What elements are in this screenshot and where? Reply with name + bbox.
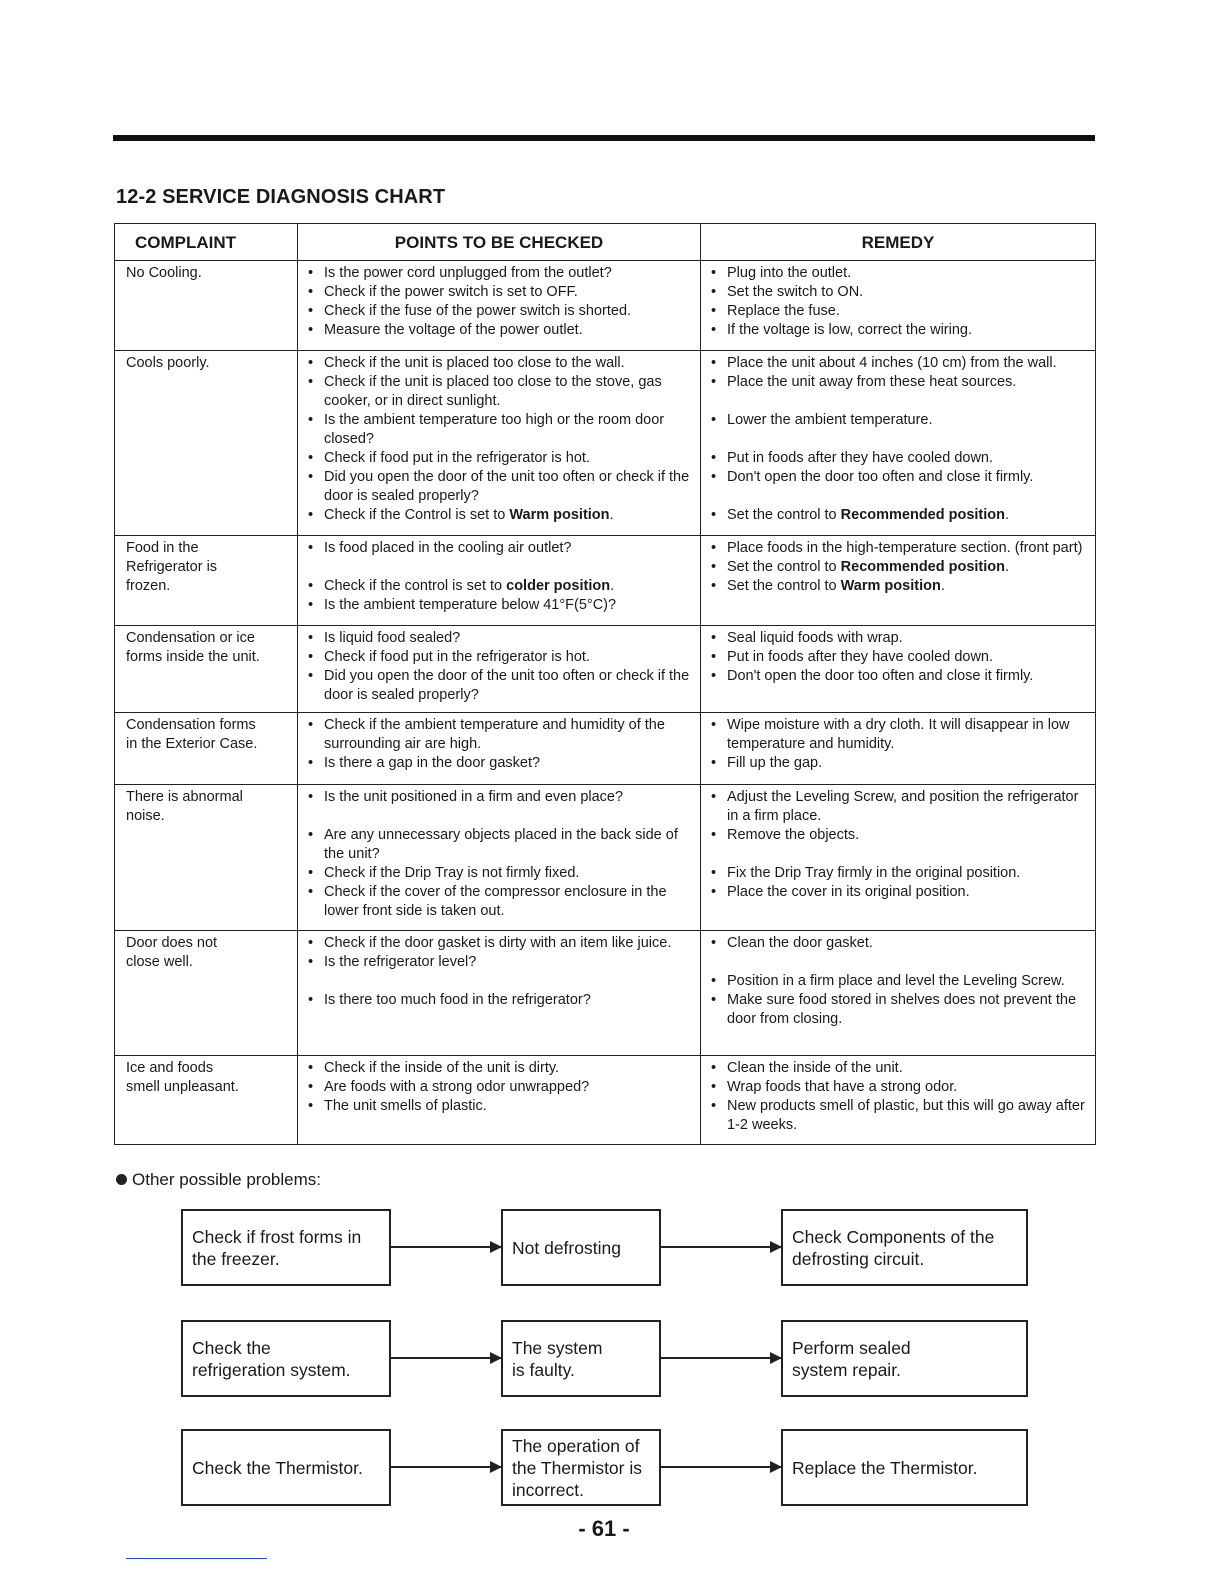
list-item-text: Set the control to (727, 507, 841, 523)
list-item: • Measure the voltage of the power outlet. (306, 321, 692, 340)
arrow-icon (661, 1357, 781, 1359)
list-item: • Are foods with a strong odor unwrapped? (306, 1078, 692, 1097)
list-item: • Remove the objects. (709, 826, 1087, 845)
complaint-cell: No Cooling. (115, 261, 298, 351)
list-item-text: Set the control to (727, 559, 841, 575)
list-item: • Check if the inside of the unit is dirty. (306, 1059, 692, 1078)
flow-box-action: Perform sealed system repair. (781, 1320, 1028, 1397)
highlight-text: Warm position (509, 507, 610, 523)
list-item: • Clean the door gasket. (709, 934, 1087, 953)
list-item: • Is liquid food sealed? (306, 629, 692, 648)
list-item-text: Check if the Control is set to (324, 507, 510, 523)
section-title: 12-2 SERVICE DIAGNOSIS CHART (116, 186, 446, 208)
list-item: • Check if food put in the refrigerator is hot. (306, 449, 692, 468)
list-item: • Is there too much food in the refrigerator? (306, 991, 692, 1010)
list-item: • Place the unit about 4 inches (10 cm) from the wall. (709, 354, 1087, 373)
remedy-cell (701, 626, 1096, 713)
list-item: • Place the unit away from these heat sources. (709, 373, 1087, 392)
list-item: • Fix the Drip Tray firmly in the original position. (709, 864, 1087, 883)
remedy-cell (701, 536, 1096, 626)
list-item: • Wipe moisture with a dry cloth. It will disappear in low temperature and humidity. (709, 716, 1087, 754)
points-cell (298, 536, 701, 626)
flow-box-action: Replace the Thermistor. (781, 1429, 1028, 1506)
top-rule (113, 135, 1095, 141)
arrow-icon (391, 1357, 501, 1359)
remedy-cell (701, 351, 1096, 536)
complaint-cell: Ice and foods smell unpleasant. (115, 1056, 298, 1145)
list-item: • Check if the fuse of the power switch is shorted. (306, 302, 692, 321)
flow-box-symptom: The operation of the Thermistor is incorrect. (501, 1429, 661, 1506)
points-cell (298, 713, 701, 785)
points-cell (298, 351, 701, 536)
other-problems-label: Other possible problems: (132, 1170, 321, 1189)
header-complaint: COMPLAINT (115, 224, 298, 261)
arrow-icon (391, 1246, 501, 1248)
complaint-cell: Door does not close well. (115, 931, 298, 1056)
list-item: • Make sure food stored in shelves does not prevent the door from closing. (709, 991, 1087, 1029)
footer-link-underline (126, 1558, 267, 1559)
table-row (115, 785, 1096, 931)
list-item: • Put in foods after they have cooled down. (709, 449, 1087, 468)
list-item: • Check if the ambient temperature and humidity of the surrounding air are high. (306, 716, 692, 754)
list-item: • Put in foods after they have cooled down. (709, 648, 1087, 667)
list-item: • Check if the unit is placed too close to the stove, gas cooker, or in direct sunlight. (306, 373, 692, 411)
remedy-cell (701, 785, 1096, 931)
remedy-cell (701, 713, 1096, 785)
list-item: • Check if the Drip Tray is not firmly fixed. (306, 864, 692, 883)
list-item: • Place foods in the high-temperature section. (front part) (709, 539, 1087, 558)
list-item: • Set the switch to ON. (709, 283, 1087, 302)
list-item: • Set the control to Warm position. (709, 577, 1087, 596)
list-item: • Did you open the door of the unit too often or check if the door is sealed properly? (306, 468, 692, 506)
list-item: • New products smell of plastic, but this will go away after 1-2 weeks. (709, 1097, 1087, 1135)
remedy-cell (701, 1056, 1096, 1145)
points-cell (298, 626, 701, 713)
list-item: • Check if the cover of the compressor enclosure in the lower front side is taken out. (306, 883, 692, 921)
flow-box-check: Check if frost forms in the freezer. (181, 1209, 391, 1286)
list-item: • Did you open the door of the unit too often or check if the door is sealed properly? (306, 667, 692, 705)
list-item: • Is there a gap in the door gasket? (306, 754, 692, 773)
list-item: • Replace the fuse. (709, 302, 1087, 321)
list-item: • Is the ambient temperature too high or the room door closed? (306, 411, 692, 449)
points-cell (298, 785, 701, 931)
list-item: • Is the unit positioned in a firm and even place? (306, 788, 692, 807)
points-cell (298, 931, 701, 1056)
flow-box-check: Check the Thermistor. (181, 1429, 391, 1506)
list-item: • Fill up the gap. (709, 754, 1087, 773)
complaint-cell: Condensation or ice forms inside the unit. (115, 626, 298, 713)
list-item: • Don't open the door too often and close it firmly. (709, 468, 1087, 487)
list-item: • Set the control to Recommended position. (709, 558, 1087, 577)
table-row (115, 351, 1096, 536)
table-row (115, 931, 1096, 1056)
table-row (115, 713, 1096, 785)
list-item: • Set the control to Recommended position. (709, 506, 1087, 525)
list-item: • Plug into the outlet. (709, 264, 1087, 283)
other-problems-heading (116, 1170, 321, 1190)
list-item: • Check if the unit is placed too close to the wall. (306, 354, 692, 373)
table-row (115, 536, 1096, 626)
list-item: • The unit smells of plastic. (306, 1097, 692, 1116)
complaint-cell: Cools poorly. (115, 351, 298, 536)
service-diagnosis-table (114, 223, 1096, 1145)
list-item: • Is the power cord unplugged from the outlet? (306, 264, 692, 283)
table-row (115, 261, 1096, 351)
list-item: • Clean the inside of the unit. (709, 1059, 1087, 1078)
flow-box-action: Check Components of the defrosting circuit. (781, 1209, 1028, 1286)
list-item: • Is food placed in the cooling air outlet? (306, 539, 692, 558)
list-item: • Check if the Control is set to Warm position. (306, 506, 692, 525)
flow-box-symptom: Not defrosting (501, 1209, 661, 1286)
highlight-text: Recommended position (840, 559, 1006, 575)
highlight-text: Warm position (840, 578, 941, 594)
list-item: • Wrap foods that have a strong odor. (709, 1078, 1087, 1097)
list-item-text: Check if the control is set to (324, 578, 507, 594)
page-number: - 61 - (578, 1516, 630, 1541)
list-item: • Is the ambient temperature below 41°F(5°C)? (306, 596, 692, 615)
list-item: • Are any unnecessary objects placed in the back side of the unit? (306, 826, 692, 864)
points-cell (298, 1056, 701, 1145)
points-cell (298, 261, 701, 351)
header-points: POINTS TO BE CHECKED (298, 224, 701, 261)
table-row (115, 1056, 1096, 1145)
flow-box-check: Check the refrigeration system. (181, 1320, 391, 1397)
list-item: • If the voltage is low, correct the wiring. (709, 321, 1087, 340)
highlight-text: colder position (506, 578, 611, 594)
list-item: • Don't open the door too often and close it firmly. (709, 667, 1087, 686)
list-item: • Is the refrigerator level? (306, 953, 692, 972)
table-header-row (115, 224, 1096, 261)
complaint-cell: Condensation forms in the Exterior Case. (115, 713, 298, 785)
remedy-cell (701, 931, 1096, 1056)
list-item: • Position in a firm place and level the Leveling Screw. (709, 972, 1087, 991)
list-item: • Seal liquid foods with wrap. (709, 629, 1087, 648)
list-item: • Place the cover in its original position. (709, 883, 1087, 902)
highlight-text: Recommended position (840, 507, 1006, 523)
complaint-cell: There is abnormal noise. (115, 785, 298, 931)
complaint-cell: Food in the Refrigerator is frozen. (115, 536, 298, 626)
list-item: • Adjust the Leveling Screw, and position the refrigerator in a firm place. (709, 788, 1087, 826)
flow-box-symptom: The system is faulty. (501, 1320, 661, 1397)
header-remedy: REMEDY (701, 224, 1096, 261)
list-item: • Lower the ambient temperature. (709, 411, 1087, 430)
list-item: • Check if the control is set to colder position. (306, 577, 692, 596)
list-item: • Check if food put in the refrigerator is hot. (306, 648, 692, 667)
list-item: • Check if the door gasket is dirty with an item like juice. (306, 934, 692, 953)
table-row (115, 626, 1096, 713)
arrow-icon (391, 1466, 501, 1468)
bullet-icon (116, 1174, 127, 1185)
remedy-cell (701, 261, 1096, 351)
list-item: • Check if the power switch is set to OFF. (306, 283, 692, 302)
list-item-text: Set the control to (727, 578, 841, 594)
arrow-icon (661, 1246, 781, 1248)
arrow-icon (661, 1466, 781, 1468)
